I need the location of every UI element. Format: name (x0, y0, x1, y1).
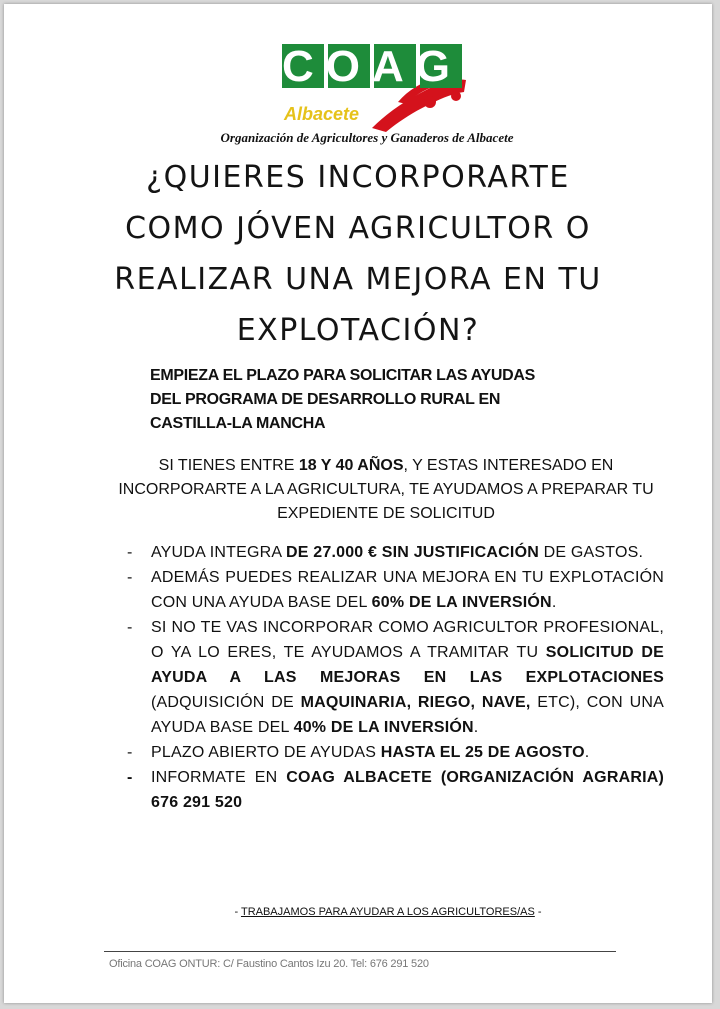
list-item-bold-text: COAG ALBACETE (ORGANIZACIÓN AGRARIA) 676 291 520 (151, 769, 665, 811)
intro-line-1: EMPIEZA EL PLAZO PARA SOLICITAR LAS AYUDAS (150, 367, 536, 384)
logo-brand-text: COAG (282, 42, 462, 91)
list-item-bold-text: DE 27.000 € SIN JUSTIFICACIÓN (285, 544, 539, 561)
list-item-bold-text: MAQUINARIA, RIEGO, NAVE, (300, 694, 531, 711)
list-item (124, 740, 664, 765)
list-item-bold-text: HASTA EL 25 DE AGOSTO (380, 744, 585, 761)
age-text-after: , Y ESTAS INTERESADO EN INCORPORARTE A LA AGRICULTURA, TE AYUDAMOS A PREPARAR TU EXPEDIENTE DE SOLICITUD (118, 457, 654, 522)
coag-logo (280, 40, 470, 132)
list-dash: - (127, 744, 133, 761)
list-item (124, 615, 664, 740)
list-item-bold-text: SOLICITUD DE AYUDA A LAS MEJORAS EN LAS EXPLOTACIONES (151, 644, 664, 686)
footer-office-info: Oficina COAG ONTUR: C/ Faustino Cantos Izu 20. Tel: 676 291 520 (109, 958, 429, 970)
list-item (124, 565, 664, 615)
list-item-text: PLAZO ABIERTO DE AYUDAS (151, 744, 381, 761)
list-dash: - (127, 619, 133, 636)
list-item-text: AYUDA INTEGRA (151, 544, 286, 561)
headline-line-3: REALIZAR UNA MEJORA EN TU (114, 262, 602, 297)
list-dash: - (127, 769, 133, 786)
slogan (4, 906, 712, 918)
logo-region-text: Albacete (284, 104, 360, 124)
document-page (4, 4, 712, 1003)
footer-divider (104, 951, 616, 952)
slogan-dash-left: - (234, 906, 241, 918)
age-text-before: SI TIENES ENTRE (158, 457, 299, 474)
benefits-list (124, 540, 664, 815)
logo-wheel (424, 96, 436, 108)
headline-line-1: ¿QUIERES INCORPORARTE (146, 160, 570, 195)
headline (44, 152, 672, 356)
list-item-text: INFORMATE EN (151, 769, 287, 786)
list-item-bold-text: 60% DE LA INVERSIÓN (371, 594, 552, 611)
headline-line-2: COMO JÓVEN AGRICULTOR O (125, 211, 591, 246)
intro-line-3: CASTILLA-LA MANCHA (150, 415, 326, 432)
age-paragraph (104, 454, 668, 526)
organization-name: Organización de Agricultores y Ganaderos de Albacete (220, 130, 514, 145)
list-item-text: ADEMÁS PUEDES REALIZAR UNA MEJORA EN TU EXPLOTACIÓN CON UNA AYUDA BASE DEL (151, 569, 664, 611)
list-item-text: ETC), CON UNA AYUDA BASE DEL (151, 694, 665, 736)
list-dash: - (127, 544, 133, 561)
list-item-text: (ADQUISICIÓN DE (151, 694, 301, 711)
list-item-text: . (584, 744, 590, 761)
list-item (124, 540, 664, 565)
list-dash: - (127, 569, 133, 586)
slogan-dash-right: - (534, 906, 542, 918)
intro-line-2: DEL PROGRAMA DE DESARROLLO RURAL EN (150, 391, 501, 408)
list-item-text: . (473, 719, 479, 736)
logo-wheel-small (451, 91, 461, 101)
slogan-text: TRABAJAMOS PARA AYUDAR A LOS AGRICULTORES/AS (240, 906, 535, 918)
coag-logo-graphic (280, 40, 470, 132)
list-item (124, 765, 664, 815)
list-item-text: SI NO TE VAS INCORPORAR COMO AGRICULTOR PROFESIONAL, O YA LO ERES, TE AYUDAMOS A TRAMITAR TU (151, 619, 664, 661)
intro-text (150, 364, 650, 436)
list-item-bold-text: 40% DE LA INVERSIÓN (293, 719, 474, 736)
list-item-text: DE GASTOS. (538, 544, 644, 561)
headline-line-4: EXPLOTACIÓN? (236, 313, 480, 348)
age-range: 18 Y 40 AÑOS (298, 457, 404, 474)
list-item-text: . (551, 594, 557, 611)
